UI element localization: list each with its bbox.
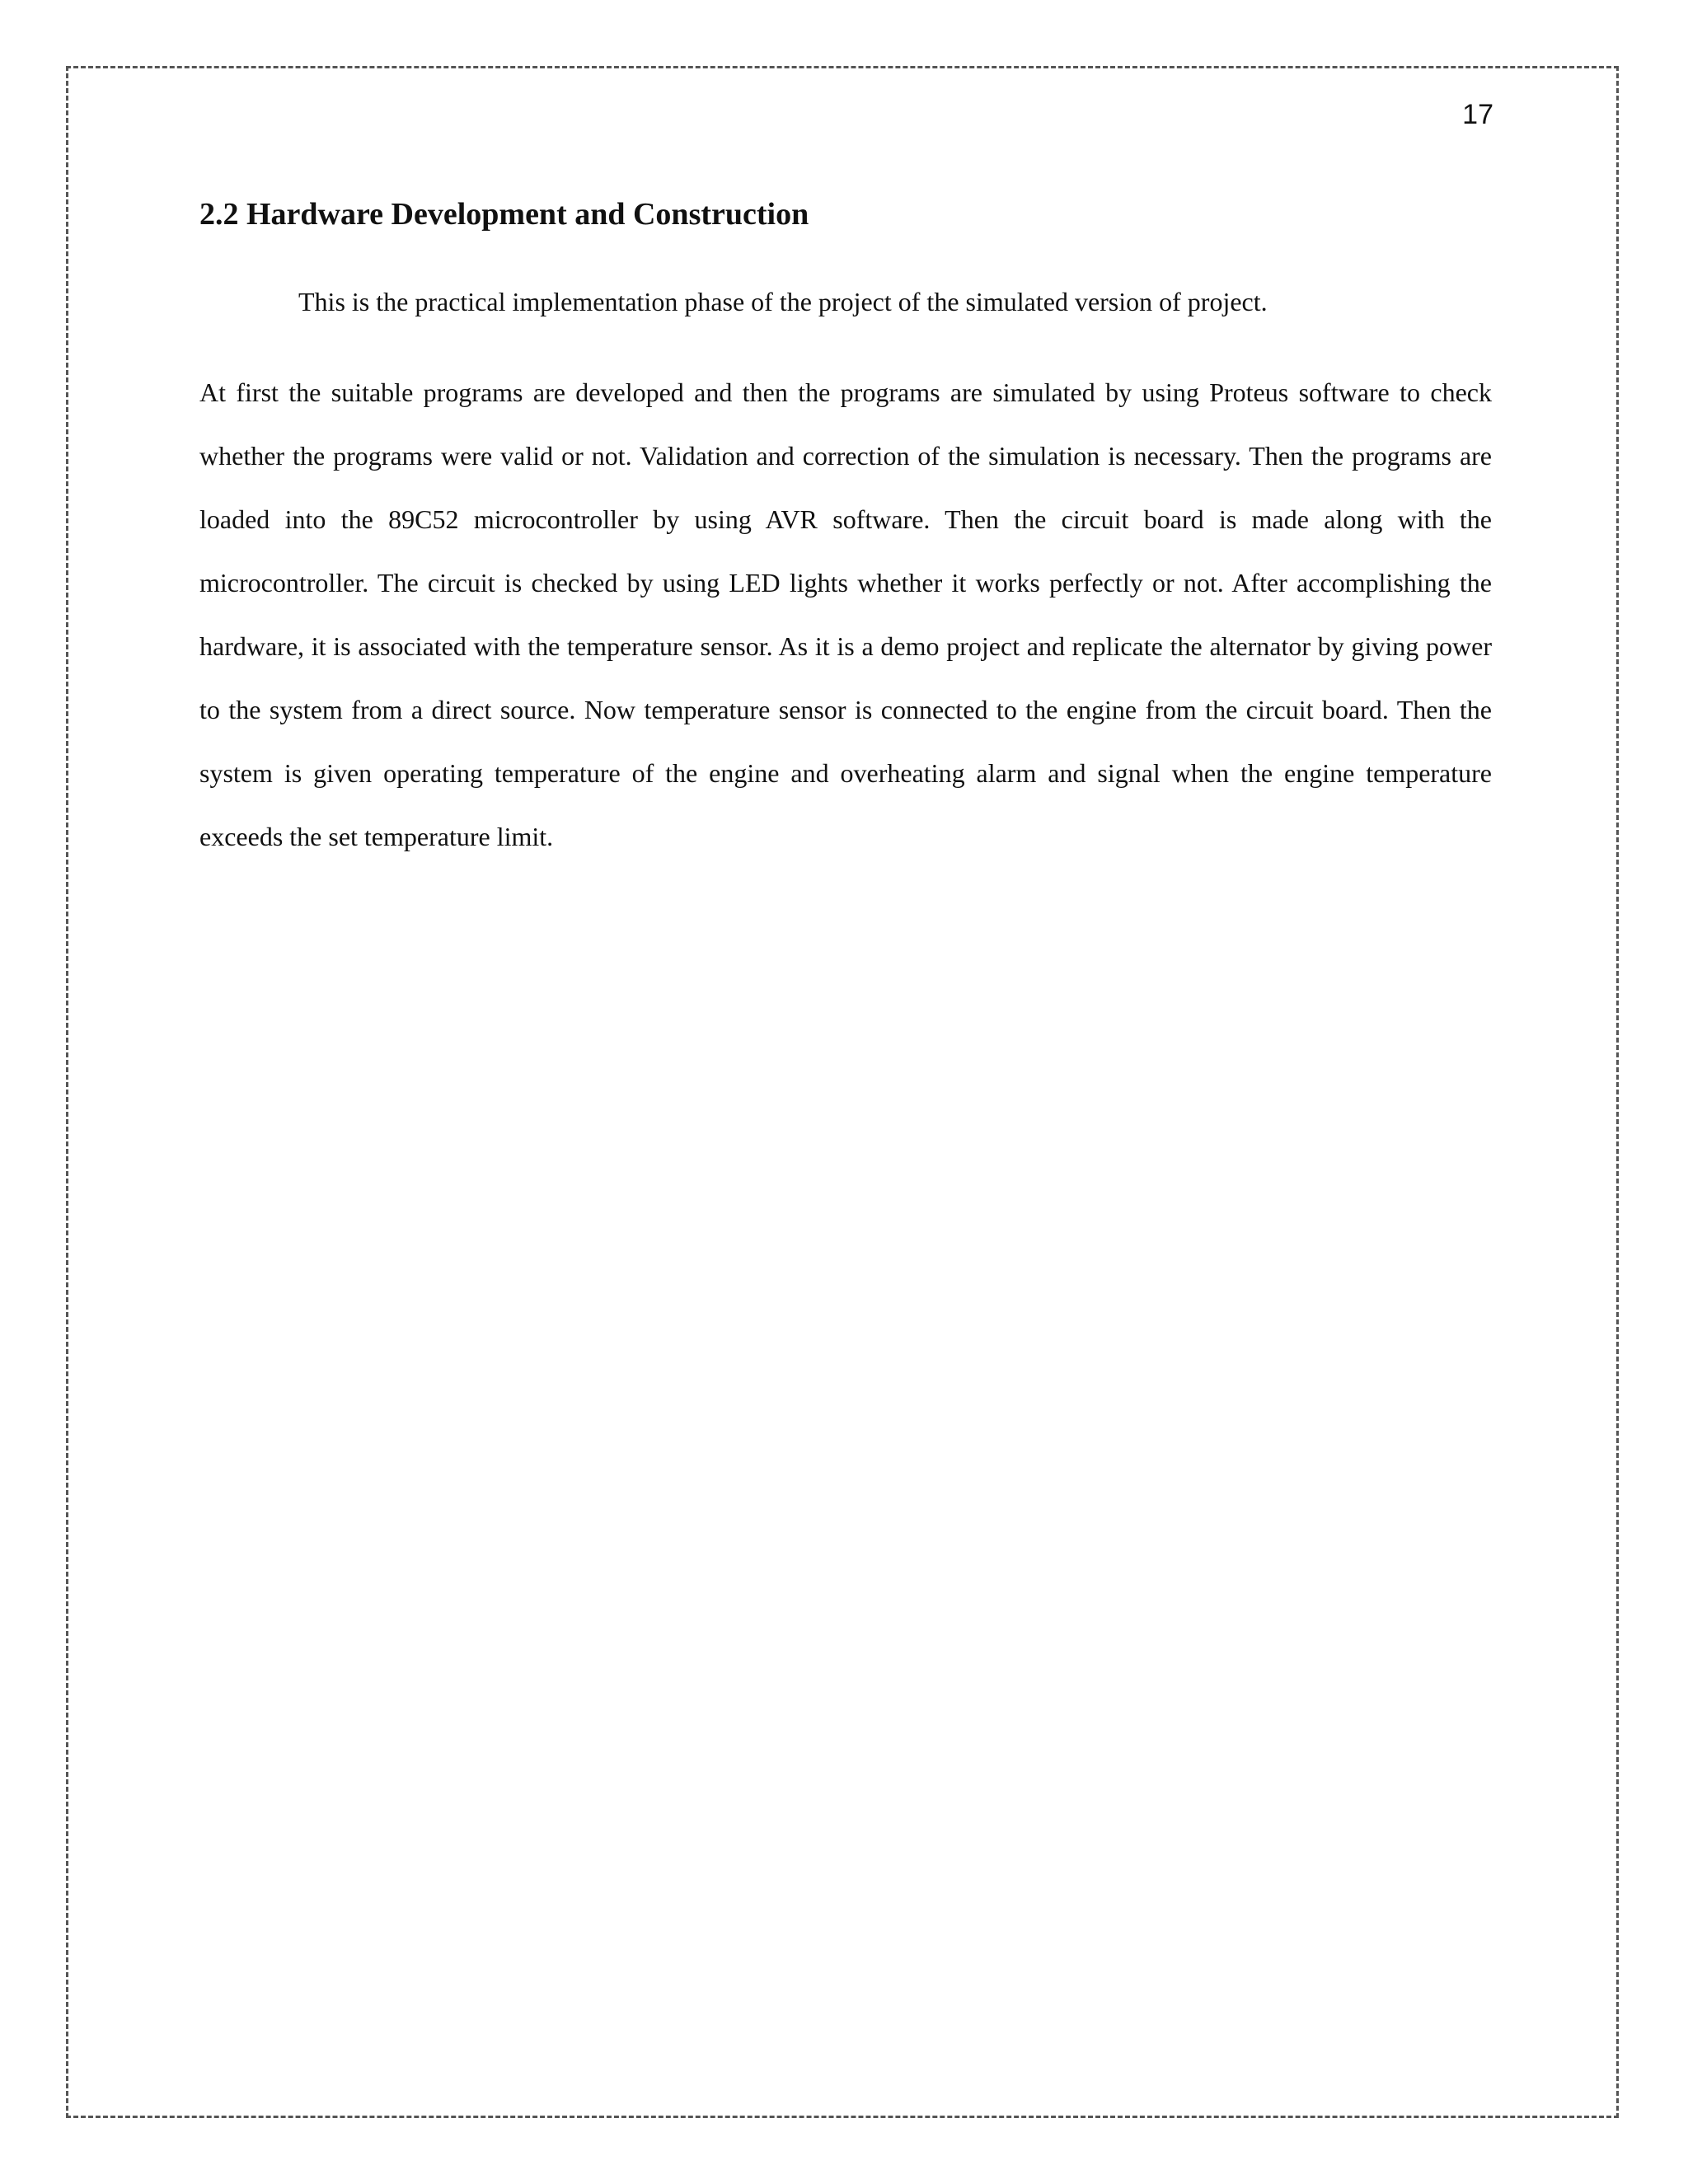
intro-paragraph: This is the practical implementation phase of the project of the simulated version of project. bbox=[298, 286, 1268, 316]
body-paragraph: At first the suitable programs are developed and then the programs are simulated by using Proteus software to check whether the programs were valid or not. Validation and correction of the simulation is necessary. Then the programs are loaded into the 89C52 microcontroller by using AVR software. Then the circuit board is made along with the microcontroller. The circuit is checked by using LED lights whether it works perfectly or not. After accomplishing the hardware, it is associated with the temperature sensor. As it is a demo project and replicate the alternator by giving power to the system from a direct source. Now temperature sensor is connected to the engine from the circuit board. Then the system is given operating temperature of the engine and overheating alarm and signal when the engine temperature exceeds the set temperature limit. bbox=[199, 377, 1492, 852]
document-body bbox=[199, 196, 1492, 869]
page-number: 17 bbox=[1462, 99, 1493, 130]
section-heading: 2.2 Hardware Development and Construction bbox=[199, 197, 809, 232]
